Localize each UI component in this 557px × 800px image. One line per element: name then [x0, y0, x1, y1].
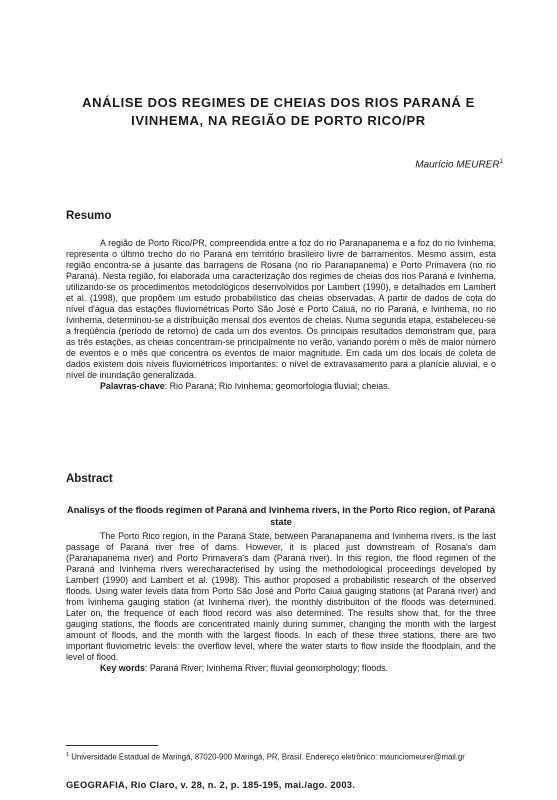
author-name: Maurício MEURER [415, 159, 500, 171]
resumo-keywords [66, 381, 496, 392]
resumo-body: A região de Porto Rico/PR, compreendida entre a foz do rio Paranapanema e a foz do rio Ivinhema, representa o último trecho do rio Paraná em território brasileiro livre de barramentos. Mesmo assim, esta região encontra-se à jusante das barragens de Rosana (no rio Paranapanema) e Porto Primavera (no rio Paraná). Nesta região, foi elaborada uma caracterização dos regimes de cheias dos rios Paraná e Ivinhema, utilizando-se os procedimentos metodológicos desenvolvidos por Lambert (1990), e detalhados em Lambert et al. (1998), que propõem um estudo probabilístico das cheias observadas. A partir de dados de cota do nível d'água das estações fluviométricas Porto São José e Porto Caiuá, no rio Paraná, e Ivinhema, no rio Ivinhema, determinou-se a distribuição mensal dos eventos de cheias. Numa segunda etapa, estabeleceu-se a freqüência (período de retorno) de cada um dos eventos. Os principais resultados demonstram que, para as três estações, as cheias concentram-se principalmente no verão, variando porém o mês de maior número de eventos e o mês que concentra os eventos de maior magnitude. Em cada um dos locais de coleta de dados existem dois níveis fluviométricos importantes: o nível de extravasamento para a planície aluvial, e o nível de inundação generalizada. [66, 238, 496, 380]
footnote [66, 750, 496, 763]
abstract-keywords [66, 663, 496, 674]
journal-footer: GEOGRAFIA, Rio Claro, v. 28, n. 2, p. 185-195, mai./ago. 2003. [66, 780, 356, 790]
author-line [415, 159, 503, 170]
footnote-text: Universidade Estadual de Maringá, 87020-900 Maringá, PR, Brasil. Endereço eletrônico: mauriciomeurer@mail.gr [69, 752, 465, 762]
author-footnote-mark: 1 [499, 159, 503, 165]
abstract-section [66, 531, 496, 674]
resumo-section [66, 238, 496, 392]
footnote-divider [66, 745, 158, 746]
footnote-mark: 1 [66, 752, 70, 758]
abstract-keywords-text: : Paraná River; Ivinhema River; fluvial geomorphology; floods. [144, 663, 389, 673]
abstract-heading: Abstract [66, 473, 113, 485]
abstract-keywords-label: Key words [100, 663, 145, 673]
resumo-keywords-text: : Rio Paraná; Rio Ivinhema; geomorfologia fluvial; cheias. [164, 381, 391, 391]
resumo-heading: Resumo [66, 210, 112, 222]
abstract-body: The Porto Rico region, in the Paraná State, between Paranapanema and Ivinhema rivers, is the last passage of Paraná river free of dams. However, it is placed just downstream of Rosana's dam (Paranapanema river) and Porto Primavera's dam (Paraná river). In this region, the flood regimen of the Paraná and Ivinhema rivers werecharacterised by using the methodological proceedings developed by Lambert (1990) and Lambert et al. (1998). This author proposed a probabilistic research of the observed floods. Using water levels data from Porto São José and Porto Caiuá gauging stations (at Paraná river) and from Ivinhema gauging station (at Ivinhema river), the monthly distribuiton of the floods was determined. Later on, the frequence of each flood record was also determined. The results show that, for the three gauging stations, the floods are concentrated mainly during summer, changing the month with the largest amount of floods, and the month with the largest floods. In each of these three stations, there are two important fluviometric levels: the overflow level, where the water starts to flow inside the floodplain, and the level of flood. [66, 531, 496, 662]
paper-title: ANÁLISE DOS REGIMES DE CHEIAS DOS RIOS PARANÁ E IVINHEMA, NA REGIÃO DE PORTO RICO/PR [82, 95, 475, 128]
abstract-subtitle: Analisys of the floods regimen of Paraná and Ivinhema rivers, in the Porto Rico region, of Paraná state [66, 505, 496, 527]
resumo-keywords-label: Palavras-chave [100, 381, 165, 391]
